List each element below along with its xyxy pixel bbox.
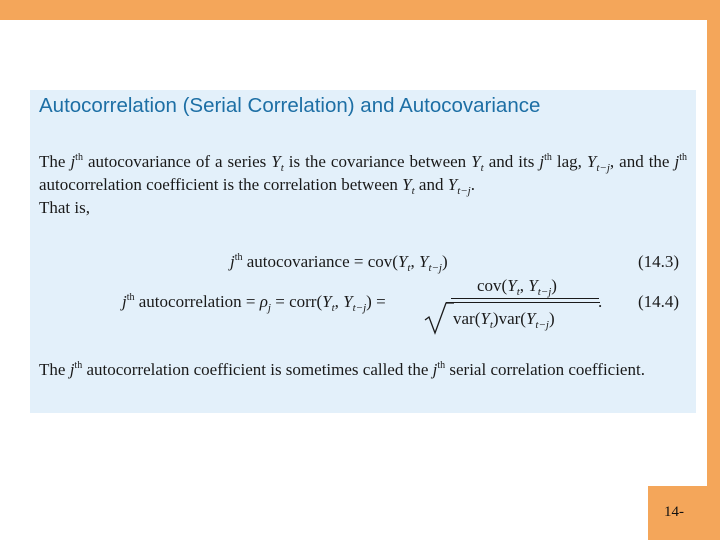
box-title: Autocorrelation (Serial Correlation) and Autocovariance [39, 94, 541, 117]
fraction-numerator: $cov(Y_t$, $Y_{t-j}$) [477, 276, 557, 298]
top-accent-bar [0, 0, 720, 20]
fraction-denominator: $var(Y_t)var(Y_{t-j})$ [453, 309, 555, 331]
definition-box [30, 90, 696, 413]
serial-correlation-note: The $j^{th}$ autocorrelation coefficient is sometimes called the $j^{th}$ serial correlation coefficient. [39, 360, 645, 379]
equation-number-14-3: (14.3) [638, 252, 680, 271]
equation-period: . [598, 292, 603, 311]
page-number-box [648, 486, 720, 540]
square-root-vinculum [446, 302, 600, 303]
right-accent-bar [707, 0, 720, 540]
autocorrelation-equation: $j^{th}$ autocorrelation = $\rho_j$ = $corr(Y_t$, $Y_{t-j}$) = [122, 292, 386, 314]
equation-number-14-4: (14.4) [638, 292, 680, 311]
autocovariance-equation: $j^{th}$ autocovariance = $cov(Y_t$, $Y_{t-j}$) [230, 252, 448, 274]
page-number: 14- [664, 504, 684, 520]
fraction-bar [451, 298, 599, 299]
definition-paragraph: The $j^{th}$ autocovariance of a series $Y_t$ is the covariance between $Y_t$ and its $j^{th}$ lag, $Y_{t-j}$, and the $j^{th}$ autocorrelation coefficient is the correlation between $Y_t$ and $Y_{t-j}$. That is, [39, 152, 687, 217]
square-root-symbol [424, 302, 454, 336]
